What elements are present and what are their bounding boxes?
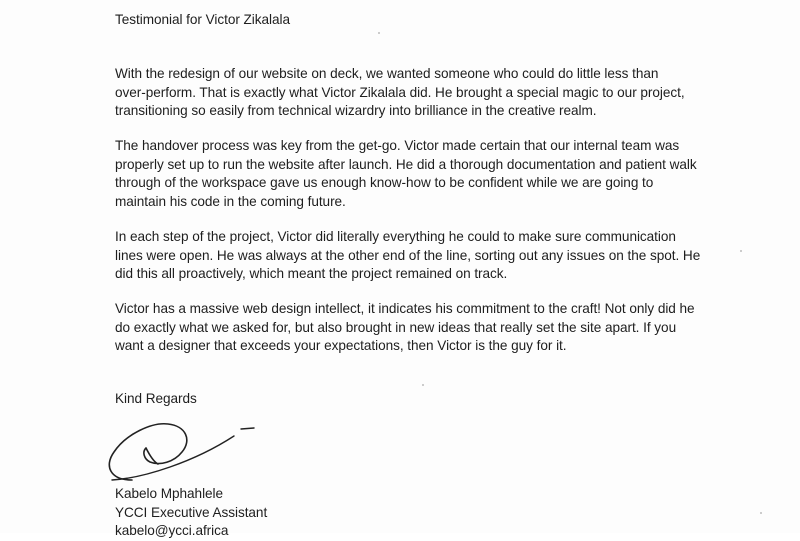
paragraph-line: transitioning so easily from technical wizardry into brilliance in the creative realm. bbox=[115, 103, 597, 118]
signatory-role: YCCI Executive Assistant bbox=[115, 504, 268, 520]
paragraph-line: maintain his code in the coming future. bbox=[115, 193, 346, 209]
paragraph-line: properly set up to run the website after launch. He did a thorough documentation and patient walk bbox=[115, 156, 697, 172]
paragraph-line: In each step of the project, Victor did literally everything he could to make sure communication bbox=[115, 229, 676, 244]
closing-regards: Kind Regards bbox=[115, 391, 197, 406]
paper-speck bbox=[740, 250, 742, 252]
paragraph-line: do exactly what we asked for, but also brought in new ideas that really set the site apart. If you bbox=[115, 319, 677, 335]
paragraph-line: did this all proactively, which meant the project remained on track. bbox=[115, 266, 508, 281]
paragraph-line: over-perform. That is exactly what Victor Zikalala did. He brought a special magic to our project, bbox=[115, 84, 685, 100]
paragraph-line: The handover process was key from the get-go. Victor made certain that our internal team was bbox=[115, 138, 680, 153]
paragraph-2 bbox=[115, 137, 697, 211]
paragraph-1 bbox=[115, 65, 685, 121]
signatory-name: Kabelo Mphahlele bbox=[115, 486, 224, 501]
paragraph-3 bbox=[115, 228, 700, 284]
paragraph-line: With the redesign of our website on deck, we wanted someone who could do little less than bbox=[115, 66, 659, 81]
paragraph-line: through of the workspace gave us enough know-how to be confident while we are going to bbox=[115, 175, 654, 190]
document-title: Testimonial for Victor Zikalala bbox=[115, 12, 290, 27]
paragraph-4 bbox=[115, 300, 695, 356]
paper-speck bbox=[422, 384, 424, 386]
paragraph-line: Victor has a massive web design intellect, it indicates his commitment to the craft! Not only did he bbox=[115, 301, 695, 316]
paper-speck bbox=[760, 512, 762, 514]
signatory-email: kabelo@ycci.africa bbox=[115, 523, 229, 538]
paper-speck bbox=[378, 32, 380, 34]
handwritten-signature bbox=[104, 418, 264, 488]
paragraph-line: want a designer that exceeds your expectations, then Victor is the guy for it. bbox=[115, 338, 567, 353]
paragraph-line: lines were open. He was always at the other end of the line, sorting out any issues on the spot. He bbox=[115, 247, 701, 263]
signature-block bbox=[115, 485, 267, 541]
